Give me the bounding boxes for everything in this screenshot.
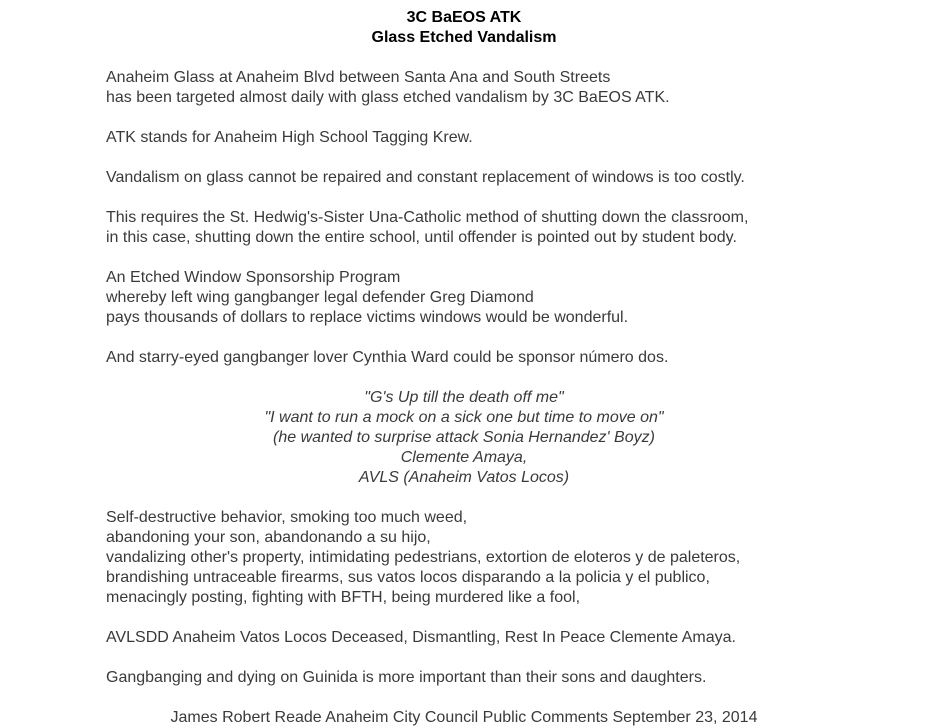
quote-line: (he wanted to surprise attack Sonia Hernandez' Boyz): [273, 429, 655, 446]
paragraph-gangbanging: [106, 668, 928, 688]
quote-line: "I want to run a mock on a sick one but time to move on": [264, 409, 664, 426]
paragraph-atk-definition: [106, 128, 928, 148]
document-title: [0, 8, 928, 48]
paragraph-behaviors-list: [106, 508, 928, 608]
paragraph-sponsorship-program: [106, 268, 928, 328]
signature-line: [0, 708, 928, 728]
quote-attribution-line: Clemente Amaya,: [400, 449, 528, 466]
text-line: Gangbanging and dying on Guinida is more important than their sons and daughters.: [106, 669, 707, 686]
paragraph-intro: [106, 68, 928, 108]
text-line: James Robert Reade Anaheim City Council Public Comments September 23, 2014: [170, 709, 758, 726]
title-line: 3C BaEOS ATK: [406, 9, 522, 26]
text-line: brandishing untraceable firearms, sus vatos locos disparando a la policia y el publico,: [106, 569, 710, 586]
text-line: menacingly posting, fighting with BFTH, being murdered like a fool,: [106, 589, 581, 606]
paragraph-sponsor-two: [106, 348, 928, 368]
text-line: ATK stands for Anaheim High School Tagging Krew.: [106, 129, 473, 146]
quote-block: [0, 388, 928, 488]
text-line: pays thousands of dollars to replace victims windows would be wonderful.: [106, 309, 629, 326]
paragraph-shutdown-method: [106, 208, 928, 248]
text-line: Self-destructive behavior, smoking too much weed,: [106, 509, 468, 526]
quote-line: "G's Up till the death off me": [364, 389, 564, 406]
quote-attribution-line: AVLS (Anaheim Vatos Locos): [358, 469, 570, 486]
text-line: whereby left wing gangbanger legal defender Greg Diamond: [106, 289, 534, 306]
text-line: And starry-eyed gangbanger lover Cynthia Ward could be sponsor número dos.: [106, 349, 669, 366]
paragraph-vandalism-cost: [106, 168, 928, 188]
text-line: Vandalism on glass cannot be repaired and constant replacement of windows is too costly.: [106, 169, 745, 186]
paragraph-avlsdd: [106, 628, 928, 648]
text-line: An Etched Window Sponsorship Program: [106, 269, 401, 286]
text-line: AVLSDD Anaheim Vatos Locos Deceased, Dismantling, Rest In Peace Clemente Amaya.: [106, 629, 736, 646]
text-line: abandoning your son, abandonando a su hijo,: [106, 529, 431, 546]
title-subtitle-line: Glass Etched Vandalism: [371, 29, 557, 46]
text-line: in this case, shutting down the entire school, until offender is pointed out by student body.: [106, 229, 737, 246]
text-line: Anaheim Glass at Anaheim Blvd between Santa Ana and South Streets: [106, 69, 611, 86]
text-line: This requires the St. Hedwig's-Sister Una-Catholic method of shutting down the classroom,: [106, 209, 749, 226]
text-line: has been targeted almost daily with glass etched vandalism by 3C BaEOS ATK.: [106, 89, 670, 106]
text-line: vandalizing other's property, intimidating pedestrians, extortion de eloteros y de paleteros,: [106, 549, 741, 566]
